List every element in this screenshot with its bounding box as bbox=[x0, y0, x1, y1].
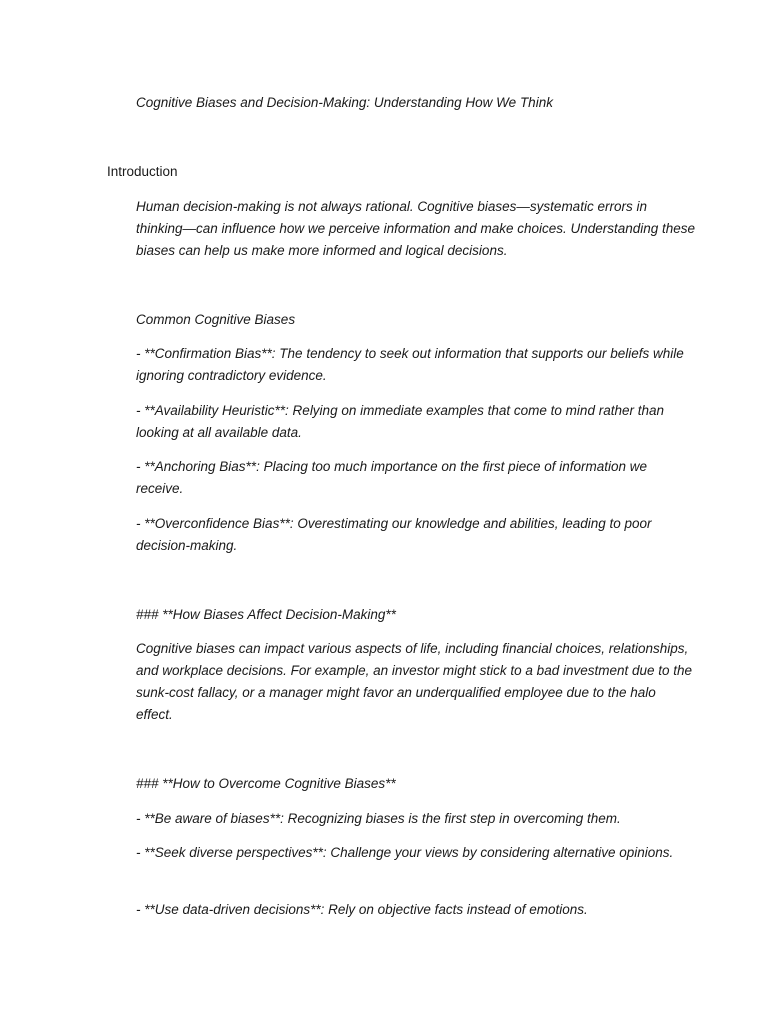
list-item bbox=[136, 400, 696, 444]
list-item-text: - **Anchoring Bias**: Placing too much importance on the first piece of information we receive. bbox=[136, 459, 648, 496]
list-item-text: - **Confirmation Bias**: The tendency to seek out information that supports our beliefs while ignoring contradictory evidence. bbox=[136, 346, 684, 383]
list-item bbox=[136, 899, 696, 921]
list-item-text: - **Seek diverse perspectives**: Challenge your views by considering alternative opinions. bbox=[136, 845, 674, 860]
list-item bbox=[136, 456, 696, 500]
affect-paragraph-block bbox=[136, 638, 696, 726]
intro-heading: Introduction bbox=[107, 164, 178, 179]
list-item-text: - **Use data-driven decisions**: Rely on objective facts instead of emotions. bbox=[136, 902, 588, 917]
list-item bbox=[136, 343, 696, 387]
intro-paragraph-block bbox=[136, 196, 696, 262]
list-item bbox=[136, 513, 696, 557]
overcome-heading: ### **How to Overcome Cognitive Biases** bbox=[136, 776, 396, 791]
common-biases-heading: Common Cognitive Biases bbox=[136, 312, 296, 327]
list-item bbox=[136, 808, 696, 830]
list-item-text: - **Be aware of biases**: Recognizing biases is the first step in overcoming them. bbox=[136, 811, 621, 826]
affect-paragraph: Cognitive biases can impact various aspects of life, including financial choices, relationships, and workplace decisions. For example, an investor might stick to a bad investment due to the sunk-cost fallacy, or a manager might favor an underqualified employee due to the halo effect. bbox=[136, 641, 693, 722]
intro-paragraph: Human decision-making is not always rational. Cognitive biases—systematic errors in thinking—can influence how we perceive information and make choices. Understanding these biases can help us make more informed and logical decisions. bbox=[136, 199, 696, 258]
affect-heading: ### **How Biases Affect Decision-Making** bbox=[136, 607, 396, 622]
list-item bbox=[136, 842, 696, 864]
list-item-text: - **Availability Heuristic**: Relying on immediate examples that come to mind rather than looking at all available data. bbox=[136, 403, 664, 440]
document-title: Cognitive Biases and Decision-Making: Understanding How We Think bbox=[136, 95, 553, 110]
list-item-text: - **Overconfidence Bias**: Overestimating our knowledge and abilities, leading to poor decision-making. bbox=[136, 516, 652, 553]
